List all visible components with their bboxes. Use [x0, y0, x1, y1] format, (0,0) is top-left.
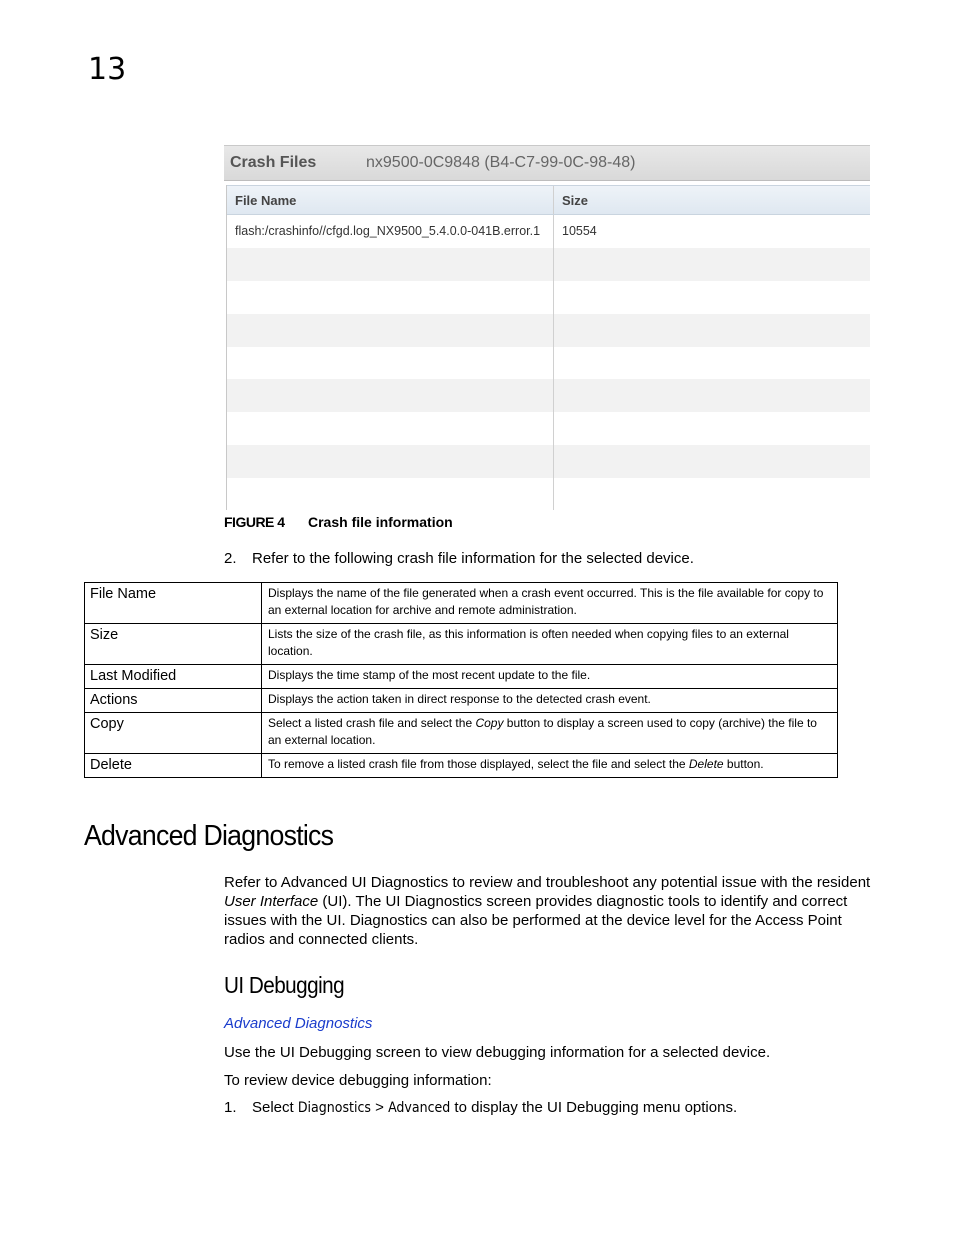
file-name-cell: [227, 379, 554, 412]
file-name-cell: [227, 281, 554, 314]
definition-row: [85, 689, 838, 713]
step-number: 2.: [224, 550, 237, 567]
advanced-diagnostics-link[interactable]: Advanced Diagnostics: [224, 1015, 373, 1032]
table-row[interactable]: [227, 347, 870, 380]
menu-diagnostics: Diagnostics: [297, 1100, 371, 1116]
button-name-emphasis: Copy: [475, 716, 504, 730]
step-text: Refer to the following crash file information for the selected device.: [252, 550, 694, 567]
definition-term: Copy: [85, 713, 262, 754]
column-header-size[interactable]: Size: [562, 192, 589, 208]
section-title: Advanced Diagnostics: [84, 820, 334, 852]
section-intro: [224, 873, 874, 949]
subsection-title: UI Debugging: [224, 972, 345, 998]
intro-emphasis: User Interface: [224, 893, 319, 910]
screenshot-header: [224, 145, 870, 181]
definition-description: Displays the time stamp of the most recent update to the file.: [262, 665, 838, 689]
definition-row: [85, 713, 838, 754]
definition-description: Displays the action taken in direct response to the detected crash event.: [262, 689, 838, 713]
subsection-paragraph-1: Use the UI Debugging screen to view debugging information for a selected device.: [224, 1044, 771, 1061]
screenshot-title: Crash Files: [230, 154, 317, 171]
definition-description: Lists the size of the crash file, as this information is often needed when copying files to an external location.: [262, 624, 838, 665]
definition-term: File Name: [85, 583, 262, 624]
file-name-cell: [227, 314, 554, 347]
definition-term: Size: [85, 624, 262, 665]
file-name-cell: [227, 347, 554, 380]
size-cell: [554, 412, 870, 445]
step-text: Select Diagnostics > Advanced to display the UI Debugging menu options.: [252, 1099, 738, 1116]
intro-text-cont: (UI). The UI Diagnostics screen provides diagnostic tools to identify and correct issues with the UI. Diagnostics can also be performed at the device level for the Access Point radios and connected clients.: [224, 893, 848, 948]
grid-body: [227, 215, 870, 510]
figure-label: FIGURE 4: [224, 514, 285, 530]
menu-advanced: Advanced: [388, 1100, 451, 1116]
crash-files-grid: [226, 185, 870, 510]
button-name-emphasis: Delete: [688, 757, 724, 771]
figure-caption: [224, 514, 453, 530]
file-name-cell: [227, 445, 554, 478]
size-cell: [554, 379, 870, 412]
size-cell: [554, 347, 870, 380]
table-row[interactable]: [227, 412, 870, 445]
intro-text: Refer to Advanced UI Diagnostics to review and troubleshoot any potential issue with the resident: [224, 874, 871, 891]
definition-term: Last Modified: [85, 665, 262, 689]
table-row[interactable]: [227, 281, 870, 314]
file-name-cell: [227, 412, 554, 445]
size-cell: [554, 445, 870, 478]
definition-row: [85, 754, 838, 778]
definition-description: Select a listed crash file and select the Copy button to display a screen used to copy (archive) the file to an external location.: [262, 713, 838, 754]
crash-file-definitions-table: [84, 582, 838, 778]
crash-files-screenshot: [224, 145, 870, 510]
table-row[interactable]: [227, 445, 870, 478]
figure-caption-text: Crash file information: [308, 514, 453, 530]
size-cell: [554, 281, 870, 314]
chapter-number: 13: [88, 52, 127, 87]
definition-term: Delete: [85, 754, 262, 778]
table-row[interactable]: [227, 215, 870, 248]
table-row[interactable]: [227, 379, 870, 412]
size-cell: 10554: [562, 224, 597, 239]
file-name-cell: [227, 478, 554, 510]
table-row[interactable]: [227, 314, 870, 347]
definition-row: [85, 624, 838, 665]
definition-description: Displays the name of the file generated when a crash event occurred. This is the file available for copy to an external location for archive and remote administration.: [262, 583, 838, 624]
file-name-cell: [227, 248, 554, 281]
column-header-file-name[interactable]: File Name: [227, 186, 554, 214]
definition-term: Actions: [85, 689, 262, 713]
table-row[interactable]: [227, 248, 870, 281]
grid-header: [227, 185, 870, 215]
definition-description: To remove a listed crash file from those displayed, select the file and select the Delete button.: [262, 754, 838, 778]
subsection-paragraph-2: To review device debugging information:: [224, 1072, 492, 1089]
size-cell: [554, 478, 870, 510]
file-name-cell: flash:/crashinfo//cfgd.log_NX9500_5.4.0.0-041B.error.1: [227, 215, 554, 248]
step-number: 1.: [224, 1099, 237, 1116]
device-label: nx9500-0C9848 (B4-C7-99-0C-98-48): [366, 154, 636, 171]
table-row[interactable]: [227, 478, 870, 510]
definition-row: [85, 665, 838, 689]
size-cell: [554, 314, 870, 347]
size-cell: [554, 248, 870, 281]
definition-row: [85, 583, 838, 624]
